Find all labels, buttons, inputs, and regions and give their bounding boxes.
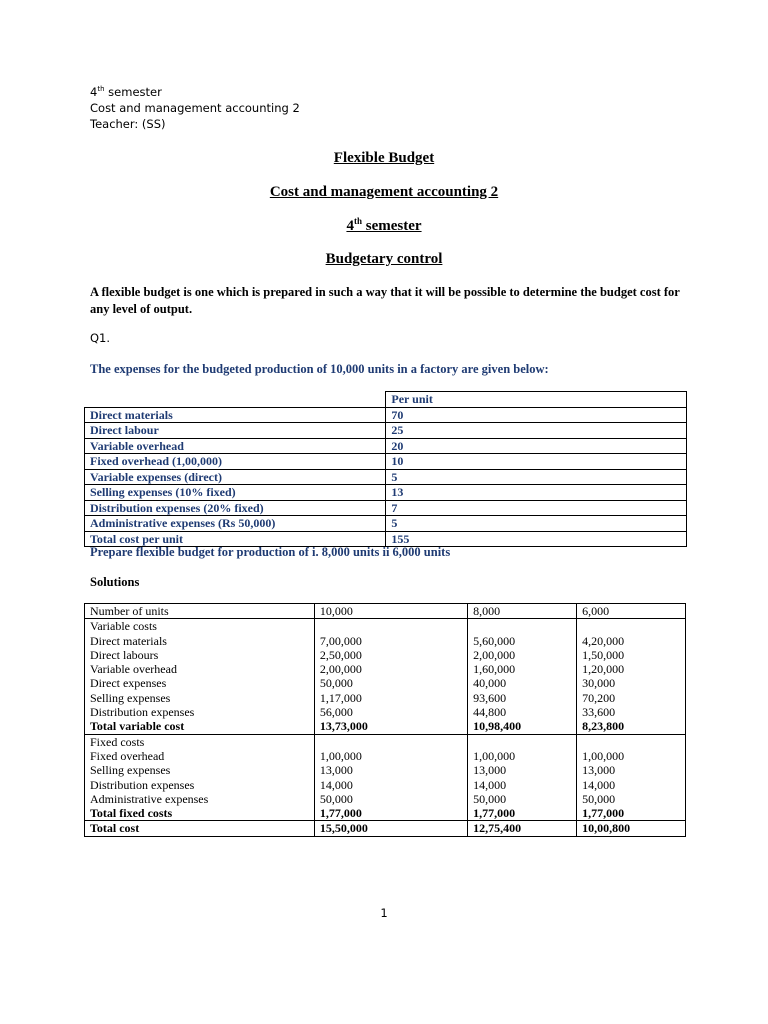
value-8000-units: 1,60,000	[468, 662, 577, 676]
value-8000-units: 1,00,000	[468, 749, 577, 763]
page-number: 1	[380, 906, 388, 920]
value-6000-units: 30,000	[577, 676, 686, 690]
solution-label: Variable costs	[85, 619, 315, 634]
value-8000-units: 5,60,000	[468, 634, 577, 648]
value-10000-units: 7,00,000	[314, 634, 467, 648]
solutions-heading: Solutions	[90, 575, 140, 589]
expense-per-unit-value: 13	[386, 485, 687, 501]
solution-row	[85, 691, 686, 705]
solution-label: Selling expenses	[85, 691, 315, 705]
value-8000-units: 40,000	[468, 676, 577, 690]
value-6000-units	[577, 619, 686, 634]
expense-per-unit-value: 20	[386, 438, 687, 454]
solution-row	[85, 806, 686, 821]
value-10000-units: 2,00,000	[314, 662, 467, 676]
value-6000-units: 70,200	[577, 691, 686, 705]
value-6000-units: 6,000	[577, 604, 686, 619]
solution-row	[85, 749, 686, 763]
document-header	[90, 84, 300, 132]
question-number: Q1.	[90, 331, 111, 345]
value-8000-units: 2,00,000	[468, 648, 577, 662]
expenses-header-blank	[85, 392, 386, 408]
value-8000-units: 10,98,400	[468, 719, 577, 734]
solution-label: Administrative expenses	[85, 792, 315, 806]
value-8000-units	[468, 734, 577, 749]
solution-label: Number of units	[85, 604, 315, 619]
expense-label: Distribution expenses (20% fixed)	[85, 500, 386, 516]
value-6000-units: 1,20,000	[577, 662, 686, 676]
value-10000-units: 10,000	[314, 604, 467, 619]
solution-row	[85, 604, 686, 619]
value-6000-units: 4,20,000	[577, 634, 686, 648]
expenses-header-row	[85, 392, 687, 408]
expense-label: Variable overhead	[85, 438, 386, 454]
value-10000-units: 13,73,000	[314, 719, 467, 734]
solution-label: Total fixed costs	[85, 806, 315, 821]
value-6000-units: 10,00,800	[577, 821, 686, 836]
expense-per-unit-value: 5	[386, 516, 687, 532]
solution-row	[85, 821, 686, 836]
value-8000-units: 14,000	[468, 778, 577, 792]
expense-per-unit-value: 10	[386, 454, 687, 470]
expense-per-unit-value: 155	[386, 531, 687, 547]
expense-per-unit-value: 25	[386, 423, 687, 439]
expenses-header-per-unit: Per unit	[386, 392, 687, 408]
value-8000-units: 44,800	[468, 705, 577, 719]
solution-row	[85, 676, 686, 690]
header-course: Cost and management accounting 2	[90, 101, 300, 115]
expense-label: Direct labour	[85, 423, 386, 439]
title-course: Cost and management accounting 2	[269, 184, 499, 200]
expenses-row	[85, 500, 687, 516]
header-semester: 4th semester	[90, 85, 162, 99]
expenses-row	[85, 423, 687, 439]
value-6000-units: 14,000	[577, 778, 686, 792]
expenses-row	[85, 485, 687, 501]
header-teacher: Teacher: (SS)	[90, 117, 166, 131]
solution-row	[85, 792, 686, 806]
expense-per-unit-value: 70	[386, 407, 687, 423]
value-10000-units: 1,17,000	[314, 691, 467, 705]
value-6000-units: 50,000	[577, 792, 686, 806]
title-semester: 4th semester	[346, 216, 422, 234]
solution-row	[85, 705, 686, 719]
value-6000-units	[577, 734, 686, 749]
solution-label: Selling expenses	[85, 763, 315, 777]
value-8000-units: 1,77,000	[468, 806, 577, 821]
solution-row	[85, 778, 686, 792]
value-8000-units	[468, 619, 577, 634]
value-8000-units: 50,000	[468, 792, 577, 806]
solution-row	[85, 619, 686, 634]
solution-label: Distribution expenses	[85, 778, 315, 792]
expenses-row	[85, 516, 687, 532]
solution-label: Direct expenses	[85, 676, 315, 690]
solution-table	[84, 603, 686, 837]
value-10000-units: 13,000	[314, 763, 467, 777]
solution-label: Direct materials	[85, 634, 315, 648]
value-10000-units: 14,000	[314, 778, 467, 792]
solution-label: Fixed costs	[85, 734, 315, 749]
value-10000-units: 15,50,000	[314, 821, 467, 836]
expenses-row	[85, 454, 687, 470]
value-8000-units: 13,000	[468, 763, 577, 777]
solution-label: Distribution expenses	[85, 705, 315, 719]
value-10000-units: 1,77,000	[314, 806, 467, 821]
expense-label: Fixed overhead (1,00,000)	[85, 454, 386, 470]
solution-label: Direct labours	[85, 648, 315, 662]
solution-label: Total cost	[85, 821, 315, 836]
question-text: The expenses for the budgeted production of 10,000 units in a factory are given below:	[90, 362, 549, 376]
value-6000-units: 13,000	[577, 763, 686, 777]
value-8000-units: 93,600	[468, 691, 577, 705]
value-10000-units	[314, 734, 467, 749]
solution-row	[85, 734, 686, 749]
expense-per-unit-value: 5	[386, 469, 687, 485]
solution-label: Fixed overhead	[85, 749, 315, 763]
prepare-instruction: Prepare flexible budget for production of i. 8,000 units ii 6,000 units	[90, 545, 451, 559]
expense-label: Total cost per unit	[85, 531, 386, 547]
title-budgetary-control: Budgetary control	[325, 251, 443, 267]
value-10000-units: 50,000	[314, 792, 467, 806]
value-8000-units: 8,000	[468, 604, 577, 619]
solution-row	[85, 763, 686, 777]
solution-row	[85, 634, 686, 648]
expense-label: Direct materials	[85, 407, 386, 423]
expenses-table	[84, 391, 687, 547]
value-6000-units: 8,23,800	[577, 719, 686, 734]
value-6000-units: 33,600	[577, 705, 686, 719]
value-8000-units: 12,75,400	[468, 821, 577, 836]
value-10000-units: 2,50,000	[314, 648, 467, 662]
title-flexible-budget: Flexible Budget	[333, 150, 435, 166]
expense-label: Selling expenses (10% fixed)	[85, 485, 386, 501]
value-10000-units	[314, 619, 467, 634]
expense-label: Variable expenses (direct)	[85, 469, 386, 485]
value-6000-units: 1,50,000	[577, 648, 686, 662]
solution-label: Variable overhead	[85, 662, 315, 676]
solution-label: Total variable cost	[85, 719, 315, 734]
value-10000-units: 1,00,000	[314, 749, 467, 763]
solution-row	[85, 648, 686, 662]
intro-paragraph: A flexible budget is one which is prepared in such a way that it will be possible to determine the budget cost for any level of output.	[90, 285, 680, 316]
expenses-row	[85, 438, 687, 454]
value-10000-units: 50,000	[314, 676, 467, 690]
expense-per-unit-value: 7	[386, 500, 687, 516]
expenses-row	[85, 469, 687, 485]
solution-row	[85, 719, 686, 734]
expenses-row	[85, 407, 687, 423]
solution-row	[85, 662, 686, 676]
expense-label: Administrative expenses (Rs 50,000)	[85, 516, 386, 532]
value-6000-units: 1,77,000	[577, 806, 686, 821]
value-6000-units: 1,00,000	[577, 749, 686, 763]
value-10000-units: 56,000	[314, 705, 467, 719]
